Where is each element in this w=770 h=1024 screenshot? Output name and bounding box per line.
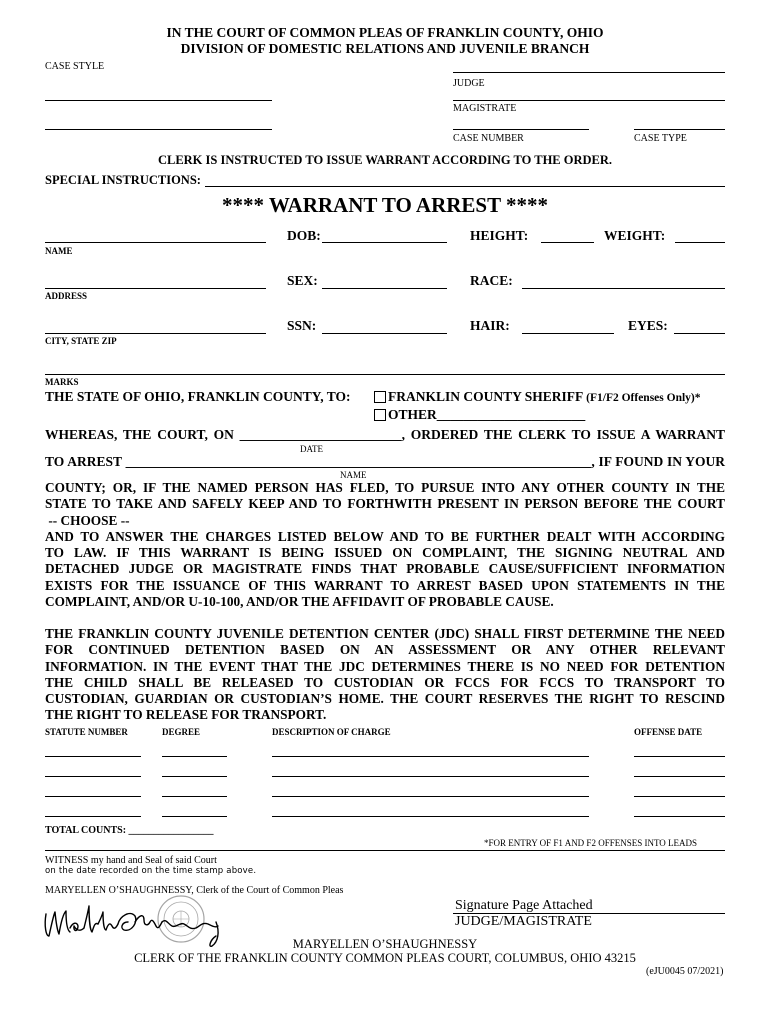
marks-line[interactable]: [45, 374, 725, 375]
court-header-line2: DIVISION OF DOMESTIC RELATIONS AND JUVENILE BRANCH: [180, 41, 590, 56]
court-seal-icon: [158, 896, 204, 942]
degree-input[interactable]: [162, 816, 227, 817]
whereas-line: WHEREAS, THE COURT, ON ________________________, ORDERED THE CLERK TO ISSUE A WARRANT: [45, 427, 725, 442]
section-divider: [45, 850, 725, 851]
case-style-label: CASE STYLE: [45, 61, 105, 72]
arrest-name-label: NAME: [340, 470, 367, 480]
description-input[interactable]: [272, 776, 589, 777]
jdc-line: FOR CONTINUED DETENTION BASED ON AN ASSESSMENT OR ANY OTHER RELEVANT: [45, 642, 725, 658]
jdc-line: CUSTODIAN, GUARDIAN OR CUSTODIAN’S HOME. THE COURT RESERVES THE RIGHT TO RESCIND: [45, 691, 725, 707]
other-option[interactable]: [374, 407, 585, 423]
case-number-label: CASE NUMBER: [453, 133, 524, 144]
eyes-line[interactable]: [674, 333, 725, 334]
statute-input[interactable]: [45, 816, 141, 817]
city-state-zip-line[interactable]: [45, 333, 266, 334]
description-input[interactable]: [272, 816, 589, 817]
warrant-title: **** WARRANT TO ARREST ****: [222, 193, 548, 217]
statute-input[interactable]: [45, 756, 141, 757]
body-line: COMPLAINT, AND/OR U-10-100, AND/OR THE AFFIDAVIT OF PROBABLE CAUSE.: [45, 594, 554, 610]
description-input[interactable]: [272, 756, 589, 757]
name-line[interactable]: [45, 242, 266, 243]
jdc-line: THE RIGHT TO RELEASE FOR TRANSPORT.: [45, 707, 327, 723]
sex-label: SEX:: [287, 273, 318, 288]
statute-number-header: STATUTE NUMBER: [45, 727, 128, 737]
description-input[interactable]: [272, 796, 589, 797]
order-date-label: DATE: [300, 444, 323, 454]
case-style-line-2[interactable]: [45, 129, 272, 130]
address-label: ADDRESS: [45, 291, 88, 301]
clerk-instruction: CLERK IS INSTRUCTED TO ISSUE WARRANT ACCORDING TO THE ORDER.: [157, 153, 613, 167]
offense-date-input[interactable]: [634, 816, 725, 817]
body-line: DETACHED JUDGE OR MAGISTRATE FINDS THAT PROBABLE CAUSE/SUFFICIENT INFORMATION: [45, 561, 725, 577]
case-type-line[interactable]: [634, 129, 725, 130]
judge-magistrate-label: JUDGE/MAGISTRATE: [455, 914, 592, 929]
offense-date-input[interactable]: [634, 756, 725, 757]
footer-clerk-title: CLERK OF THE FRANKLIN COUNTY COMMON PLEAS COURT, COLUMBUS, OHIO 43215: [134, 951, 636, 965]
body-line: AND TO ANSWER THE CHARGES LISTED BELOW AND TO BE FURTHER DEALT WITH ACCORDING: [45, 528, 725, 544]
description-header: DESCRIPTION OF CHARGE: [272, 727, 391, 737]
degree-input[interactable]: [162, 756, 227, 757]
offense-date-input[interactable]: [634, 776, 725, 777]
magistrate-label: MAGISTRATE: [453, 103, 517, 114]
statute-input[interactable]: [45, 776, 141, 777]
judge-label: JUDGE: [453, 78, 485, 89]
offense-date-input[interactable]: [634, 796, 725, 797]
degree-header: DEGREE: [162, 727, 201, 737]
statute-input[interactable]: [45, 796, 141, 797]
hair-line[interactable]: [522, 333, 614, 334]
total-counts[interactable]: TOTAL COUNTS: _________________: [45, 825, 214, 836]
city-state-zip-label: CITY, STATE ZIP: [45, 336, 117, 346]
case-style-line-1[interactable]: [45, 100, 272, 101]
magistrate-line[interactable]: [453, 100, 725, 101]
ssn-label: SSN:: [287, 318, 317, 333]
sheriff-option-label: FRANKLIN COUNTY SHERIFF: [388, 389, 583, 404]
race-label: RACE:: [470, 273, 513, 288]
body-line: COUNTY; OR, IF THE NAMED PERSON HAS FLED, TO PURSUE INTO ANY OTHER COUNTY IN THE: [45, 480, 725, 495]
offense-date-header: OFFENSE DATE: [634, 727, 703, 737]
eyes-label: EYES:: [628, 318, 668, 333]
special-instructions-line[interactable]: [205, 186, 725, 187]
arrest-line: TO ARREST _____________________________________________________________________, IF FOUND IN YOUR: [45, 454, 725, 469]
signature-page-attached: Signature Page Attached: [455, 898, 593, 913]
witness-line2: on the date recorded on the time stamp above.: [45, 866, 257, 876]
form-code: (eJU0045 07/2021): [646, 966, 724, 977]
degree-input[interactable]: [162, 796, 227, 797]
body-line: EXISTS FOR THE ISSUANCE OF THIS WARRANT TO ARREST BASED UPON STATEMENTS IN THE: [45, 577, 725, 593]
case-number-line[interactable]: [453, 129, 589, 130]
body-line: TO LAW. IF THIS WARRANT IS BEING ISSUED ON COMPLAINT, THE SIGNING NEUTRAL AND: [45, 545, 725, 561]
race-line[interactable]: [522, 288, 725, 289]
hair-label: HAIR:: [470, 318, 510, 333]
address-line[interactable]: [45, 288, 266, 289]
witness-line1: WITNESS my hand and Seal of said Court: [45, 855, 217, 866]
sheriff-option[interactable]: [374, 389, 701, 405]
judge-line[interactable]: [453, 72, 725, 73]
marks-label: MARKS: [45, 377, 79, 387]
degree-input[interactable]: [162, 776, 227, 777]
weight-line[interactable]: [675, 242, 725, 243]
footer-clerk-name: MARYELLEN O’SHAUGHNESSY: [292, 937, 478, 951]
weight-label: WEIGHT:: [604, 228, 666, 243]
other-option-label: OTHER______________________: [388, 407, 586, 422]
sheriff-option-note: (F1/F2 Offenses Only)*: [586, 392, 701, 404]
leads-note: *FOR ENTRY OF F1 AND F2 OFFENSES INTO LEADS: [484, 838, 698, 848]
jdc-line: THE FRANKLIN COUNTY JUVENILE DETENTION CENTER (JDC) SHALL FIRST DETERMINE THE NEED: [45, 626, 725, 641]
special-instructions-label: SPECIAL INSTRUCTIONS:: [45, 173, 201, 187]
body-line: STATE TO TAKE AND SAFELY KEEP AND TO FORTHWITH PRESENT IN PERSON BEFORE THE COURT: [45, 496, 725, 512]
other-checkbox[interactable]: [374, 409, 386, 421]
jdc-line: INFORMATION. IN THE EVENT THAT THE JDC DETERMINES THERE IS NO NEED FOR DETENTION: [45, 658, 725, 674]
court-header-line1: IN THE COURT OF COMMON PLEAS OF FRANKLIN COUNTY, OHIO: [166, 25, 604, 40]
jdc-paragraph: [45, 626, 725, 724]
warrant-body-paragraph: [45, 480, 725, 610]
to-line-prefix: THE STATE OF OHIO, FRANKLIN COUNTY, TO:: [45, 389, 351, 404]
ssn-line[interactable]: [322, 333, 447, 334]
sheriff-checkbox[interactable]: [374, 391, 386, 403]
case-type-label: CASE TYPE: [634, 133, 687, 144]
clerk-of-court-line: MARYELLEN O’SHAUGHNESSY, Clerk of the Court of Common Pleas: [45, 885, 344, 896]
jdc-line: THE CHILD SHALL BE RELEASED TO CUSTODIAN OR FCCS FOR FCCS TO TRANSPORT TO: [45, 674, 725, 690]
dob-label: DOB:: [287, 228, 321, 243]
sex-line[interactable]: [322, 288, 447, 289]
height-line[interactable]: [541, 242, 594, 243]
name-label: NAME: [45, 246, 73, 256]
choose-select[interactable]: -- CHOOSE --: [45, 512, 130, 528]
dob-line[interactable]: [322, 242, 447, 243]
height-label: HEIGHT:: [470, 228, 529, 243]
